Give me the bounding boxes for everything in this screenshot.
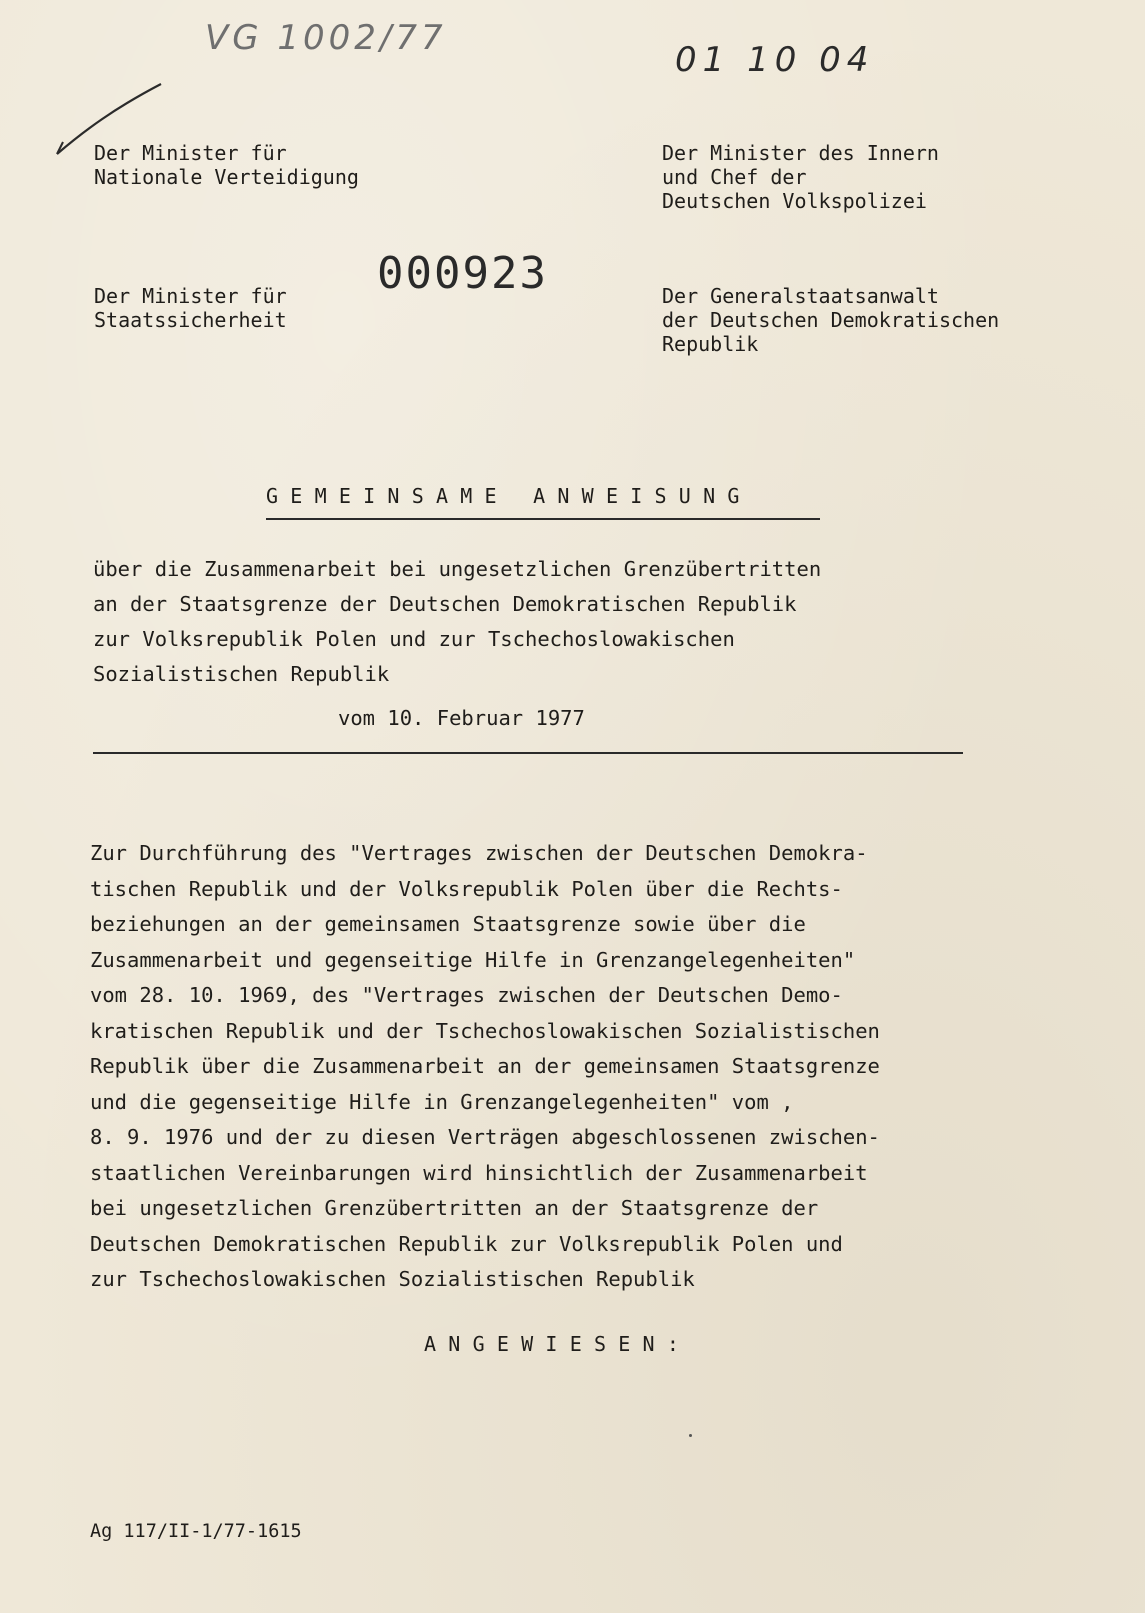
issuer-security-line-1: Der Minister für [94,284,287,308]
issuer-prosecutor-line-3: Republik [662,332,759,356]
handwritten-archive-number: VG 1002/77 [205,18,447,58]
document-date: vom 10. Februar 1977 [338,706,585,730]
title-underline [266,518,820,520]
issuer-interior-line-2: und Chef der [662,165,807,189]
issuer-defense-line-2: Nationale Verteidigung [94,165,359,189]
document-title: G E M E I N S A M E A N W E I S U N G [266,484,740,508]
body-paragraph: Zur Durchführung des "Vertrages zwischen der Deutschen Demokra- tischen Republik und der Volksrepublik Polen über die Rechts- beziehungen an der gemeinsamen Staatsgrenze sowie über die Zusammenarbeit und gegenseitige Hilfe in Grenzangelegenheiten" vom 28. 10. 1969, des "Vertrages zwischen der Deutschen Demo- kratischen Republik und der Tschechoslowakischen Sozialistischen Republik über die Zusammenarbeit an der gemeinsamen Staatsgrenze und die gegenseitige Hilfe in Grenzangelegenheiten" vom , 8. 9. 1976 und der zu diesen Verträgen abgeschlossenen zwischen- staatlichen Vereinbarungen wird hinsichtlich der Zusammenarbeit bei ungesetzlichen Grenzübertritten an der Staatsgrenze der Deutschen Demokratischen Republik zur Volksrepublik Polen und zur Tschechoslowakischen Sozialistischen Republik [90,841,880,1291]
issuer-prosecutor-line-1: Der Generalstaatsanwalt [662,284,939,308]
document-subtitle: über die Zusammenarbeit bei ungesetzlichen Grenzübertritten an der Staatsgrenze der Deutschen Demokratischen Republik zur Volksrepublik Polen und zur Tschechoslowakischen Sozialistischen Republik [93,557,822,686]
issuer-interior-line-3: Deutschen Volkspolizei [662,189,927,213]
directive-heading: A N G E W I E S E N : [424,1332,679,1356]
stamp-number: 000923 [377,248,548,299]
issuer-interior-line-1: Der Minister des Innern [662,141,939,165]
date-underline [93,752,963,754]
issuer-defense-line-1: Der Minister für [94,141,287,165]
reference-number: Ag 117/II-1/77-1615 [90,1521,302,1542]
ink-speck [689,1434,692,1437]
handwritten-date-code: 01 10 04 [675,40,875,80]
issuer-prosecutor-line-2: der Deutschen Demokratischen [662,308,1000,332]
issuer-security-line-2: Staatssicherheit [94,308,287,332]
